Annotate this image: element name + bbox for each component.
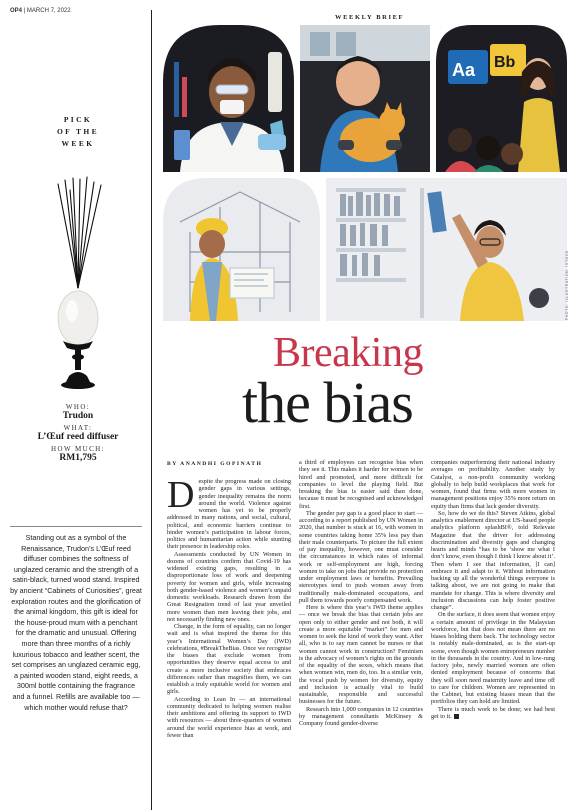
- letter-block-aa: Aa: [452, 60, 476, 80]
- product-name: L’Œuf reed diffuser: [37, 432, 119, 442]
- article-paragraph: Here is where this year’s IWD theme applies — once we break the bias that certain jobs are open only to either gender and not both, it will create a more equitable “market” for men and women to seek the kind of work they want. After all, who is to say men cannot be nurses or that women cannot work in construction? Feminism is the advocacy of women’s rights on the grounds of the equality of the sexes, which means that when women win, men do, too. In a similar vein, the vocal push by women for diversity, equity and inclusion is actually vital to build sustainable, responsible and successful businesses for the future.: [299, 604, 423, 706]
- article-column-1: [167, 474, 291, 739]
- brand-name: Trudon: [62, 411, 94, 421]
- pick-line: PICK: [63, 115, 93, 124]
- article-paragraph: a third of employees can recognise bias when they see it. This makes it harder for women to be hired and promoted, and more difficult for companies to level the playing field. But breaking the bias is easier said than done, because it must be recognised and acknowledged first.: [299, 459, 423, 510]
- paragraph-text: espite the progress made on closing gender gaps in various settings, gender inequality remains the norm around the world. Violence against women has yet to be properly addressed in many nations, and social, cultural, political, and economic barriers continue to hinder women’s participation in labour forces, politics and humanitarian action while stunting their presence in leadership roles.: [167, 478, 291, 551]
- article-paragraph: Research into 1,000 companies in 12 countries by management consultants McKinsey & Company found gender-diverse: [299, 705, 423, 727]
- headline-breaking: Breaking: [273, 330, 423, 376]
- product-price: RM1,795: [59, 453, 97, 463]
- headline-the-bias: the bias: [242, 370, 413, 435]
- drop-cap: D: [167, 474, 195, 516]
- product-details: [18, 400, 138, 464]
- photo-credit: PHOTO: ILLUSTRATION: ISTOCK: [565, 250, 569, 321]
- pick-line: OF THE: [56, 127, 100, 136]
- byline: BY ANANDHI GOPINATH: [167, 461, 263, 467]
- article-column-2: [299, 459, 423, 727]
- article-paragraph: The gender pay gap is a good place to start — according to a report published by UN Women in 2020, that number is stuck at 16, with women in some countries taking home 35% less pay than their male counterparts. To picture the full extent of pay inequality, however, one must consider the circumstances in which rates of informal work or self-employment are high, forcing women to take on jobs that provide no protection under employment laws or benefits. Prevailing stereotypes tend to push women away from traditionally male-dominated occupations, and pull them towards poorly compensated work.: [299, 509, 423, 604]
- women-at-work-illustration: [160, 22, 570, 324]
- letter-block-bb: Bb: [494, 54, 516, 71]
- librarian-panel: [326, 178, 567, 321]
- engineer-panel: [163, 178, 320, 321]
- product-description: Standing out as a symbol of the Renaissance, Trudon’s L’Œuf reed diffuser combines the softness of unglazed ceramic and the strength of a satin-black, turned wood stand. Inspired by ancient “Cabinets of Curiosities”, great exploration routes and the glorification of the animal kingdom, this gift is ideal for the house-proud mum with a penchant for the dramatic and unusual. Offering more than three months of a richly luxurious tobacco and leather scent, the set comprises an unglazed ceramic egg, a painted wooden stand, eight reeds, a 300ml bottle containing the fragrance and a funnel. Refills are available too — which mother would refuse that?: [10, 533, 142, 712]
- article-paragraph: [431, 706, 555, 721]
- article-paragraph: According to Lean In — an international community dedicated to helping women realise their ambitions and offering its support to IWD with resources — about three-quarters of women around the world experience bias at work, and fewer than: [167, 695, 291, 739]
- article-paragraph: So, how do we do this? Steven Atkins, global analytics enablement director at US-based people analytics platform splashBI®, told Relevate Magazine that the driver for addressing discrimination and diversity gaps and changing hearts and minds “has to be ‘show me what I don’t know, even though I think I know about it’. Then when I see that information, [I can] embrace it and adapt to it. Without information backing up all the wonderful things everyone is talking about, we are not going to make that mandate for change. This is where diversity and inclusion discussions can help foster positive change”.: [431, 509, 555, 611]
- header-divider: |: [23, 8, 27, 14]
- article-column-3: [431, 459, 555, 720]
- pick-of-the-week-heading: [52, 114, 104, 150]
- pick-line: WEEK: [61, 139, 95, 148]
- column-divider: [151, 10, 152, 810]
- reed-diffuser-photo: [25, 176, 130, 396]
- article-paragraph: companies outperforming their national industry averages on profitability. Another study by Catalyst, a non-profit community working globally to help build workplaces that work for women, found that firms with more women in management positions enjoy 35% more return on equity than firms that lack gender diversity.: [431, 459, 555, 510]
- page-header: [10, 8, 570, 20]
- section-title: WEEKLY BRIEF: [335, 14, 405, 21]
- teacher-panel: [436, 25, 567, 172]
- article-paragraph: Change, in the form of equality, can no longer wait and is what inspired the theme for this year’s International Women’s Day (IWD) celebrations, #BreakTheBias. Once we recognise the biases that exclude women from opportunities they deserve equal access to and create a more inclusive society that embraces differences rather than magnifies them, we can establish a truly equitable world for women and girls.: [167, 623, 291, 696]
- page-number: OP4: [10, 8, 23, 14]
- article-paragraph: Assessments conducted by UN Women in dozens of countries confirm that Covid-19 has widened existing gaps, resulting in a disproportionate loss of work and deepening poverty for women and girls, while increasing both gender-based violence and women’s unpaid domestic workloads. Research drawn from the Great Resignation trend of last year unveiled more women than men leaving their jobs, and not necessarily finding new ones.: [167, 550, 291, 623]
- end-mark-icon: [454, 714, 459, 719]
- vet-panel: [300, 25, 430, 172]
- article-paragraph: On the surface, it does seem that women enjoy a certain amount of privilege in the Malaysian workforce, but that does not mean there are no biases holding them back. The technology sector is notably male-dominated, as is the start-up scene, even though women entrepreneurs number in the thousands in the country. And in low-rung factory jobs, newly married women are often denied employment because of concerns that they will soon need maternity leave and time off to care for children. Women are represented in the Cabinet, but existing biases mean that the portfolios they can hold are limited.: [431, 611, 555, 706]
- paragraph-text: There is much work to be done; we had best get to it.: [431, 705, 555, 720]
- price-label: HOW MUCH:: [51, 445, 105, 453]
- issue-date: MARCH 7, 2022: [26, 8, 71, 14]
- divider-rule: [10, 526, 142, 527]
- article-paragraph: [167, 474, 291, 551]
- what-label: WHAT:: [63, 424, 93, 432]
- scientist-panel: [163, 25, 294, 172]
- who-label: WHO:: [65, 403, 91, 411]
